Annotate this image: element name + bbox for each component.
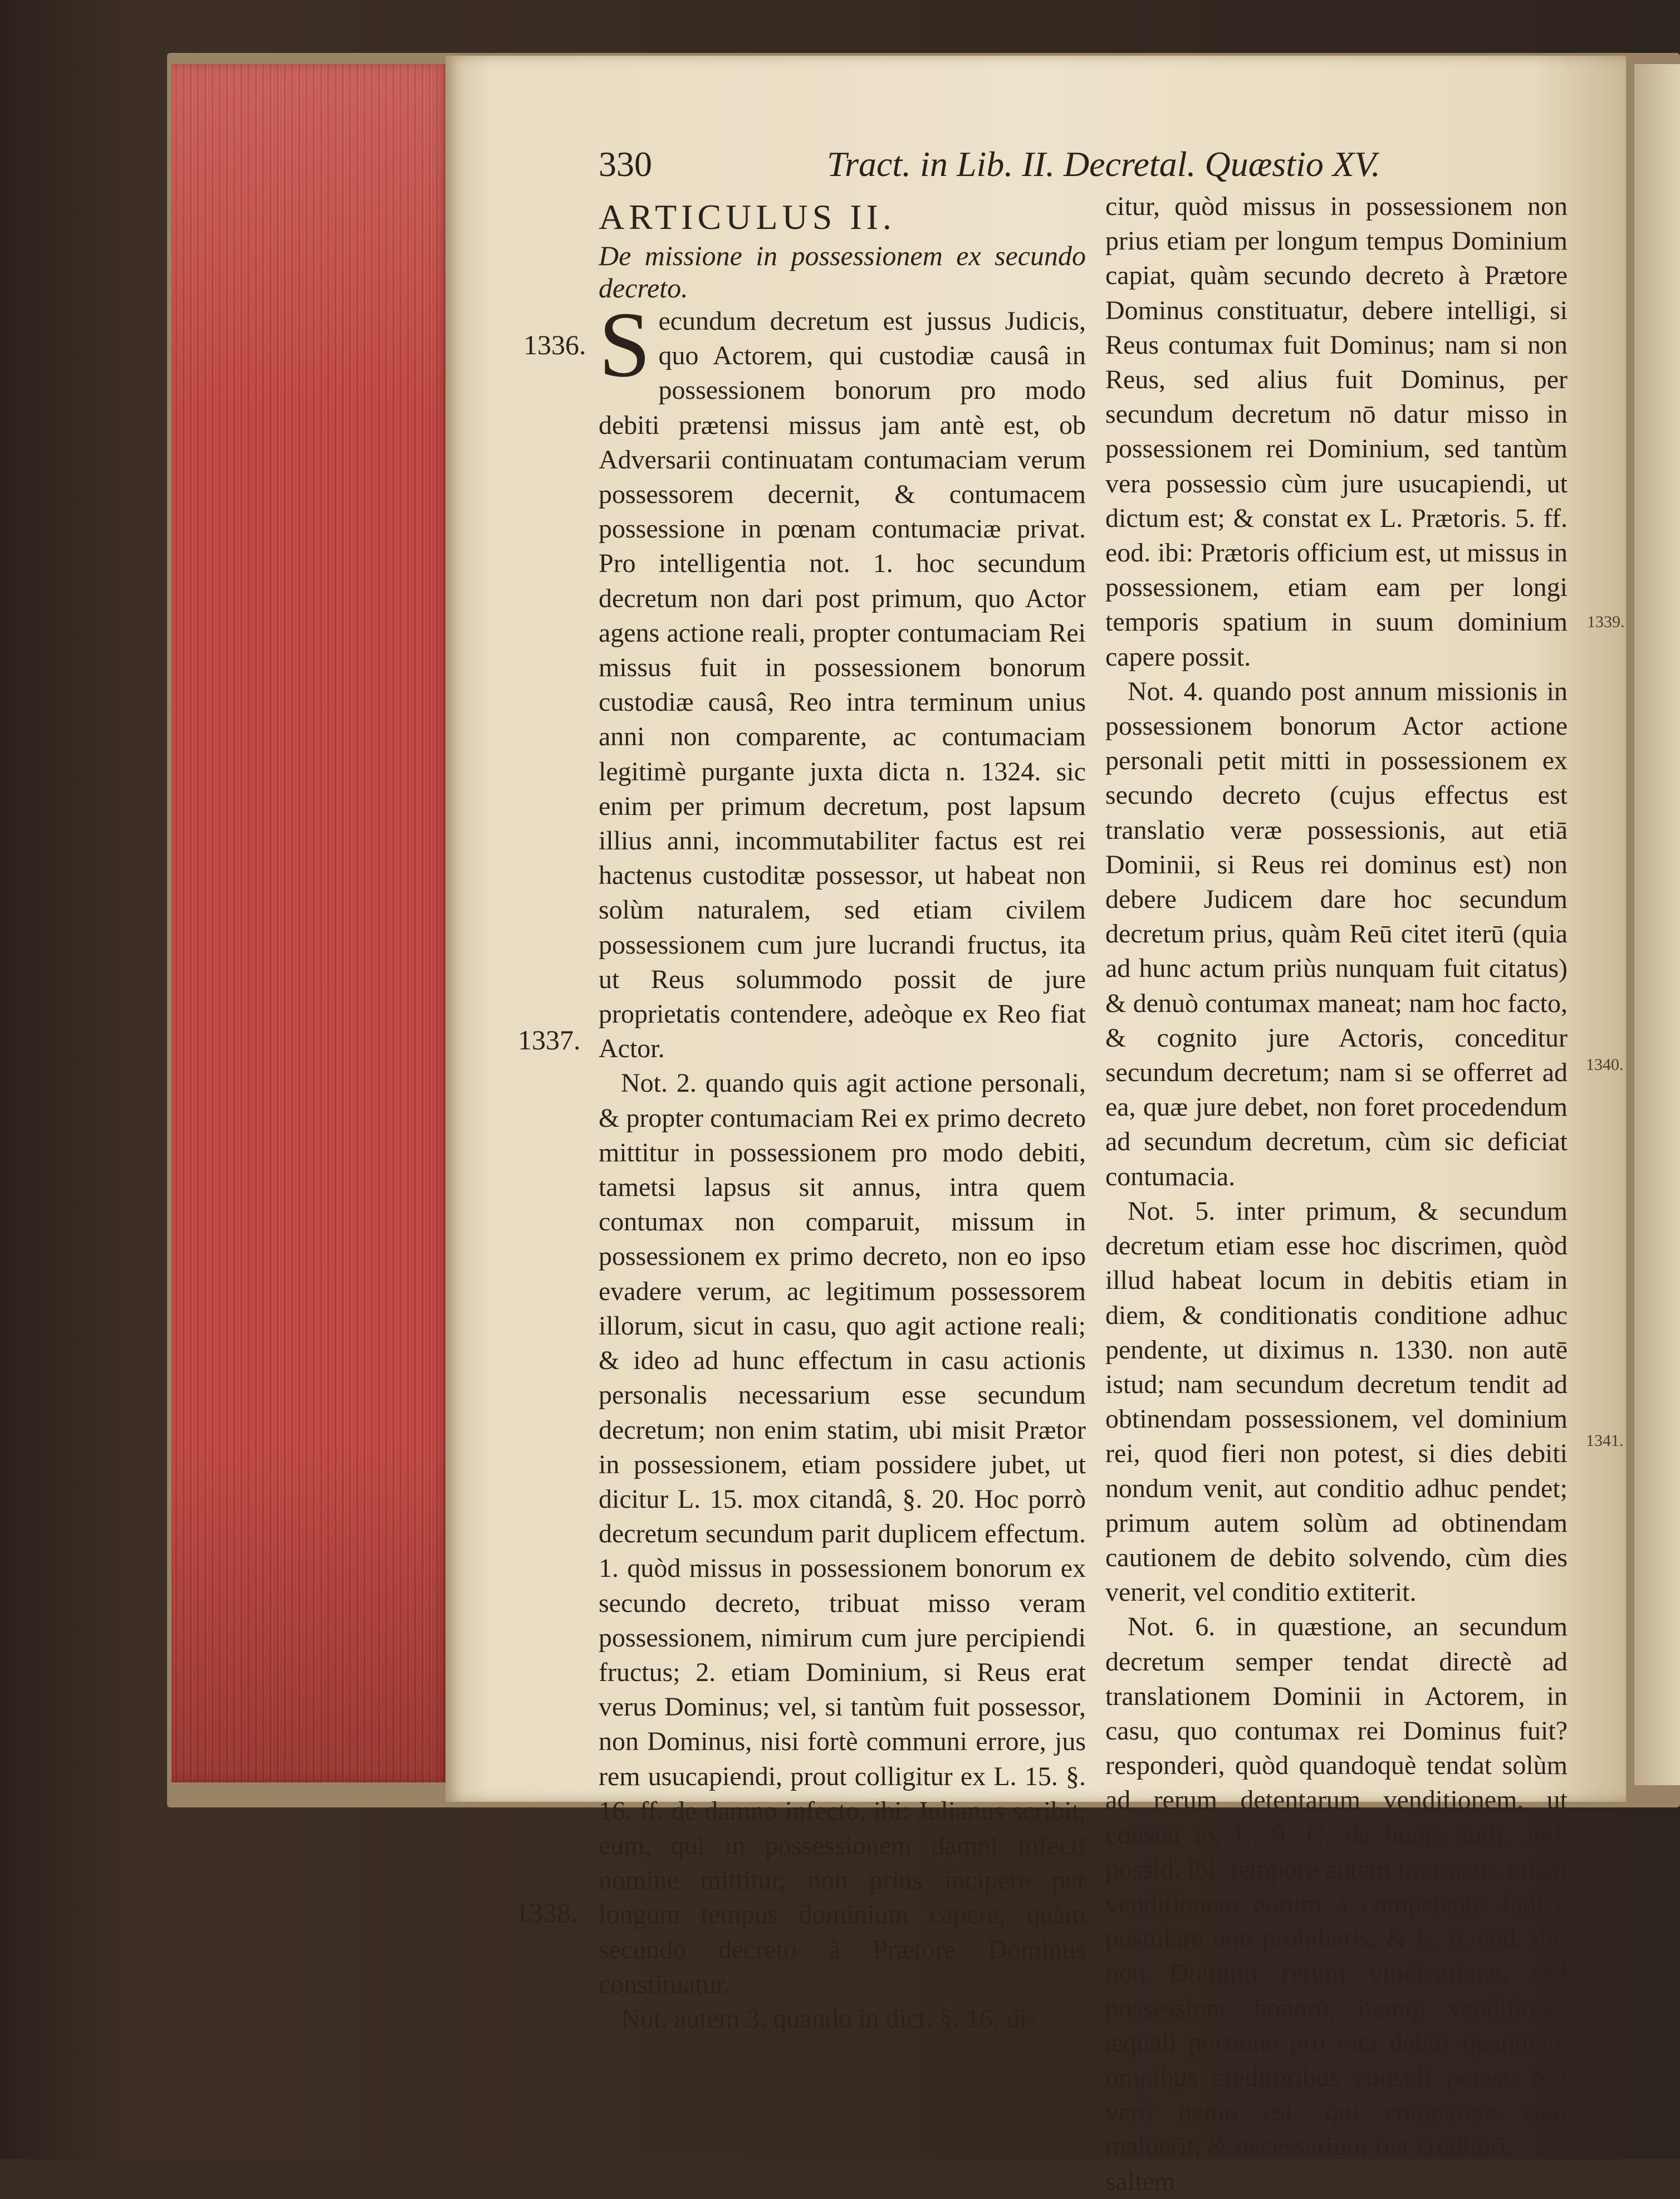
- paragraph-1339: Not. 4. quando post annum missionis in possessionem bonorum Actor actione personali petit mitti in possessionem ex secundo decreto (cujus effectus est translatio veræ possessionis, aut etiā Dominii, si Reus rei dominus est) non debere Judicem dare hoc secundum decretum prius, quàm Reū citet iterū (quia ad hunc actum priùs nunquam fuit citatus) & denuò contumax maneat; nam hoc facto, & cognito jure Actoris, conceditur secundum decretum; nam si se offerret ad ea, quæ jure debet, non foret procedendum ad secundum decretum, cùm sic deficiat contumacia.: [1105, 676, 1568, 1191]
- dropcap: S: [599, 293, 651, 397]
- margin-number-1341: 1341.: [1586, 1431, 1624, 1450]
- right-page-edge: [1634, 64, 1680, 1785]
- margin-number-1340: 1340.: [1586, 1055, 1624, 1074]
- paragraph-1336: [599, 293, 1086, 1066]
- paragraph-1336-text: ecundum decretum est jussus Judicis, quo Actorem, qui custodiæ causâ in possessionem bonorum pro modo debiti prætensi missus jam antè est, ob Adversarii continuatam contumaciam verum possessorem decernit, & contumacem possessione in pœnam contumaciæ privat. Pro intelligentia not. 1. hoc secundum decretum non dari post primum, quo Actor agens actione reali, propter contumaciam Rei missus fuit in possessionem bonorum custodiæ causâ, Reo intra terminum unius anni non comparente, ac contumaciam legitimè purgante juxta dicta n. 1324. sic enim per primum decretum, post lapsum illius anni, incommutabiliter factus est rei hactenus custoditæ possessor, ut habeat non solùm naturalem, sed etiam civilem possessionem cum jure lucrandi fructus, ita ut Reus solummodo possit de jure proprietatis contendere, adeòque ex Reo fiat Actor.: [599, 306, 1086, 1064]
- margin-number-1337: 1337.: [518, 1024, 581, 1055]
- catchword: saltem: [1105, 2166, 1175, 2196]
- margin-number-1339: 1339.: [1587, 613, 1625, 631]
- left-text-column: [599, 195, 1086, 2036]
- margin-number-1336: 1336.: [523, 329, 586, 360]
- right-text-column: [1105, 189, 1568, 2199]
- page-edge-shading: [172, 64, 450, 1782]
- article-subtitle: De missione in possessionem ex secundo decreto.: [599, 240, 1086, 304]
- paragraph-1340: Not. 5. inter primum, & secundum decretum etiam esse hoc discrimen, quòd illud habeat locum in debitis etiam in diem, & conditionatis conditione adhuc pendente, ut diximus n. 1330. non autē istud; nam secundum decretum tendit ad obtinendam possessionem, vel dominium rei, quod fieri non potest, si dies debiti nondum venit, aut conditio adhuc pendet; primum autem solùm ad obtinendam cautionem de debito solvendo, cùm dies venerit, vel conditio extiterit.: [1105, 1196, 1568, 1607]
- article-title: ARTICULUS II.: [599, 197, 896, 237]
- paragraph-continuation: citur, quòd missus in possessionem non prius etiam per longum tempus Dominium capiat, quàm secundo decreto à Prætore Dominus constituatur, debere intelligi, si Reus contumax fuit Dominus; nam si non Reus, sed alius fuit Dominus, per secundum decretum nō datur misso in possessionem rei Dominium, sed tantùm vera possessio cùm jure usucapiendi, ut dictum est; & constat ex L. Prætoris. 5. ff. eod. ibi: Prætoris officium est, ut missus in possessionem, etiam eam per longi temporis spatium in suum dominium capere possit.: [1105, 192, 1568, 672]
- page-number: 330: [599, 144, 652, 184]
- paragraph-1341: Not. 6. in quæstione, an secundum decretum semper tendat directè ad translationem Dominii in Actorem, in casu, quo contumax rei Dominus fuit? responderi, quòd quandoquè tendat solùm ad rerum detentarum venditionem, ut constat ex L. 9. C. de bonis auth. Jud. possid. ibi: tempore autem transacto, etiam venditionem eorum à competente Judice postulare non prohiberis, & L. 6. eod. ibi: non Dominii rerum vindicatione, sed possessione bonorū, itemq; venditione, æquali portione pro rata debiti quantitate omnibus creditoribus consuli potest: Sin verò nemo est, qui comparere eam maluerit, & necessarium fiat creditori,: [1105, 1612, 1568, 2162]
- paragraph-1338: Not. autem 3. quando in dict. §. 16. di-: [621, 2003, 1036, 2034]
- paragraph-1337: Not. 2. quando quis agit actione personali, & propter contumaciam Rei ex primo decreto mittitur in possessionem pro modo debiti, tametsi lapsus sit annus, intra quem contumax non comparuit, missum in possessionem ex primo decreto, non eo ipso evadere verum, ac legitimum possessorem illorum, sicut in casu, quo agit actione reali; & ideo ad hunc effectum in casu actionis personalis necessarium esse secundum decretum; non enim statim, ubi misit Prætor in possessionem, etiam possidere jubet, ut dicitur L. 15. mox citandâ, §. 20. Hoc porrò decretum secundum parit duplicem effectum. 1. quòd missus in possessionem bonorum ex secundo decreto, tribuat misso veram possessionem, nimirum cum jure percipiendi fructus; 2. etiam Dominium, si Reus erat verus Dominus; vel, si tantùm fuit possessor, non Dominus, nisi fortè communi errore, jus rem usucapiendi, prout colligitur ex L. 15. §. 16. ff. de damno infecto, ibi: Julianus scribit, eum, qui in possessionem damni infecti nomine mittitur, non prius incipere per longum tempus dominium capere, quàm secundo decreto à Prætore Dominus constituatur.: [599, 1068, 1086, 1999]
- running-head: Tract. in Lib. II. Decretal. Quæstio XV.: [827, 144, 1380, 184]
- margin-number-1338: 1338.: [515, 1897, 578, 1928]
